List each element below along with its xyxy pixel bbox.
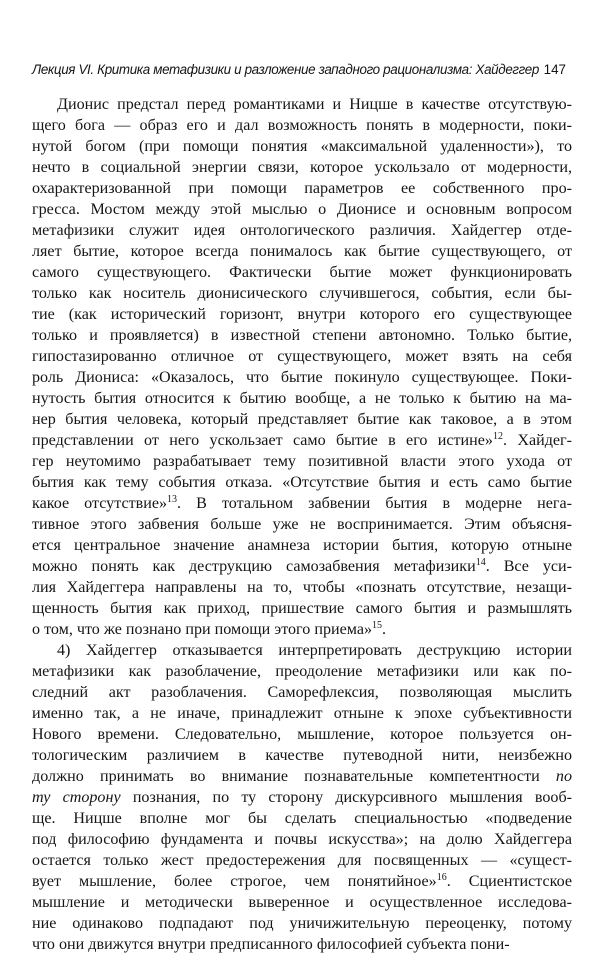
line-text-tail: . [382,621,387,638]
text-line: тологическим различием в качестве путеводной нити, неизбежно [32,747,572,764]
text-line: тие (как исторический горизонт, внутри которого его существующее [32,306,572,323]
text-line [32,493,572,514]
text-line: лия Хайдеггера направлены на то, чтобы «познать отсутствие, незащи- [32,579,572,596]
text-line: ется центральное значение анамнеза истории бытия, которую отныне [32,537,572,554]
text-line: нечто в социальной энергии связи, которое ускользало от модерности, [32,159,572,176]
line-text: представлении от него ускользает само бытие в его истине» [32,432,493,449]
text-line: метафизики служит идея онтологического различия. Хайдеггер отде- [32,222,572,239]
text-line: нутость бытия относится к бытию вообще, а не только к бытию на ма- [32,390,572,407]
line-text-tail: . Хайдег- [502,432,572,449]
footnote-reference[interactable]: 14 [475,557,486,568]
text-line [32,787,572,808]
text-line [32,871,572,892]
emphasis-text: по [555,768,572,785]
text-line: именно так, а не иначе, принадлежит отныне к эпохе субъективности [32,705,572,722]
text-line: остается только жест предостережения для посвященных — «сущест- [32,852,572,869]
line-text: вует мышление, более строгое, чем понятийное» [32,873,437,890]
text-line: мышление и методически выверенное и осуществленное исследова- [32,894,572,911]
line-text: какое отсутствие» [32,495,168,512]
line-text: должно принимать во внимание познавательные компетентности [32,768,556,785]
text-line: тивное этого забвения больше уже не воспринимается. Этим объясня- [32,516,572,533]
text-line: ние одинаково подпадают под уничижительную переоценку, потому [32,915,572,932]
text-line: охарактеризованной при помощи параметров ее собственного про- [32,180,572,197]
body-text [32,94,572,955]
line-text-tail: . В тотальном забвении бытия в модерне нега- [177,495,572,512]
text-line: бытия как тему события отказа. «Отсутствие бытия и есть само бытие [32,474,572,491]
text-line: гресса. Мостом между этой мыслью о Дионисе и основным вопросом [32,201,572,218]
text-line: гер неутомимо разрабатывает тему позитивной власти этого ухода от [32,453,572,470]
running-head-title: Лекция VI. Критика метафизики и разложение западного рационализма: Хайдеггер [32,62,539,77]
footnote-reference[interactable]: 16 [436,872,447,883]
text-line: гипостазированно отличное от существующего, может взять на себя [32,348,572,365]
text-line: нер бытия человека, который представляет бытие как таковое, а в этом [32,411,572,428]
page-number: 147 [543,62,566,77]
text-line: самого существующего. Фактически бытие может функционировать [32,264,572,281]
book-page [32,0,572,974]
text-line: метафизики как разоблачение, преодоление метафизики или как по- [32,663,572,680]
text-line: только как носитель дионисического случившегося, события, если бы- [32,285,572,302]
text-line: Дионис предстал перед романтиками и Ницше в качестве отсутствую- [57,96,572,113]
line-text: можно понять как деструкцию самозабвения метафизики [32,558,476,575]
text-line: роль Диониса: «Оказалось, что бытие покинуло существующее. Поки- [32,369,572,386]
text-line [32,766,572,787]
text-line: следний акт разоблачения. Саморефлексия, позволяющая мыслить [32,684,572,701]
emphasis-text: ту сторону [32,789,121,806]
text-line: щего бога — образ его и дал возможность понять в модерности, поки- [32,117,572,134]
text-line: 4) Хайдеггер отказывается интерпретировать деструкцию истории [57,642,572,659]
line-text-tail: . Сциентистское [446,873,572,890]
text-line: что они движутся внутри предписанного философией субъекта пони- [32,936,510,953]
text-line [32,619,572,640]
footnote-reference[interactable]: 12 [492,431,503,442]
line-text: о том, что же познано при помощи этого приема» [32,621,373,638]
running-head [32,62,572,84]
footnote-reference[interactable]: 15 [372,620,383,631]
text-line: ляет бытие, которое всегда понималось как бытие существующего, от [32,243,572,260]
footnote-reference[interactable]: 13 [167,494,178,505]
paragraph-2 [32,640,572,955]
text-line [32,556,572,577]
line-text-tail: познания, по ту сторону дискурсивного мышления вооб- [120,789,572,806]
text-line: ще. Ницше вполне мог бы сделать специальностью «подведение [32,810,572,827]
text-line: Нового времени. Следовательно, мышление, которое пользуется он- [32,726,572,743]
text-line: нутой богом (при помощи понятия «максимальной удаленности»), то [32,138,572,155]
line-text-tail: . Все уси- [485,558,572,575]
text-line: только и проявляется) в известной степени автономно. Только бытие, [32,327,572,344]
text-line: щенность бытия как приход, пришествие самого бытия и размышлять [32,600,572,617]
text-line [32,430,572,451]
text-line: под философию фундамента и почвы искусства»; на долю Хайдеггера [32,831,572,848]
paragraph-1 [32,94,572,640]
